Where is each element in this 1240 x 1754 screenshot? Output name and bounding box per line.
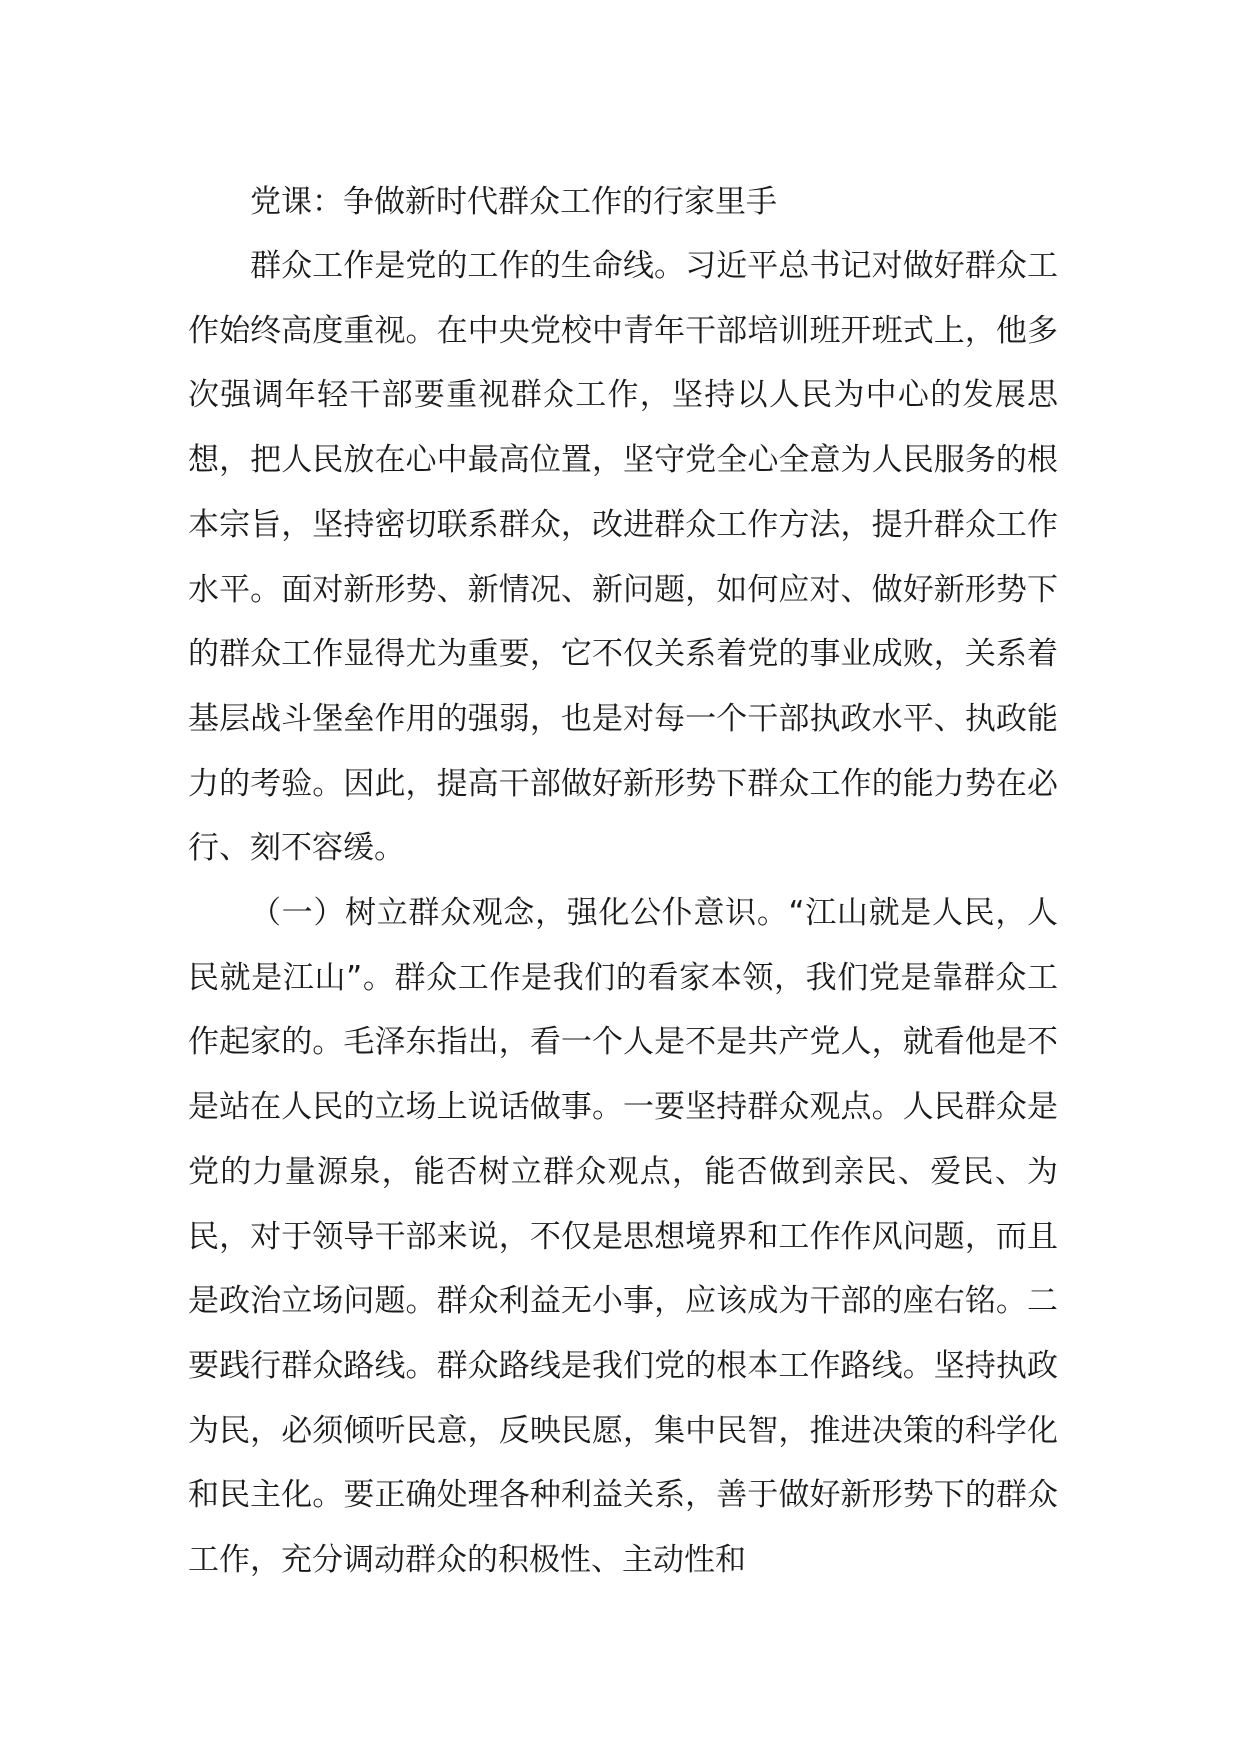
document-title: 党课：争做新时代群众工作的行家里手 bbox=[250, 184, 777, 220]
document-body bbox=[188, 170, 1058, 1593]
paragraph-section-one: （一）树立群众观念，强化公仆意识。“江山就是人民，人民就是江山”。群众工作是我们的看家本领，我们党是靠群众工作起家的。毛泽东指出，看一个人是不是共产党人，就看他是不是站在人民的立场上说话做事。一要坚持群众观点。人民群众是党的力量源泉，能否树立群众观点，能否做到亲民、爱民、为民，对于领导干部来说，不仅是思想境界和工作作风问题，而且是政治立场问题。群众利益无小事，应该成为干部的座右铭。二要践行群众路线。群众路线是我们党的根本工作路线。坚持执政为民，必须倾听民意，反映民愿，集中民智，推进决策的科学化和民主化。要正确处理各种利益关系，善于做好新形势下的群众工作，充分调动群众的积极性、主动性和 bbox=[188, 895, 1058, 1579]
paragraph-intro: 群众工作是党的工作的生命线。习近平总书记对做好群众工作始终高度重视。在中央党校中青年干部培训班开班式上，他多次强调年轻干部要重视群众工作，坚持以人民为中心的发展思想，把人民放在心中最高位置，坚守党全心全意为人民服务的根本宗旨，坚持密切联系群众，改进群众工作方法，提升群众工作水平。面对新形势、新情况、新问题，如何应对、做好新形势下的群众工作显得尤为重要，它不仅关系着党的事业成败，关系着基层战斗堡垒作用的强弱，也是对每一个干部执政水平、执政能力的考验。因此，提高干部做好新形势下群众工作的能力势在必行、刻不容缓。 bbox=[188, 248, 1058, 867]
